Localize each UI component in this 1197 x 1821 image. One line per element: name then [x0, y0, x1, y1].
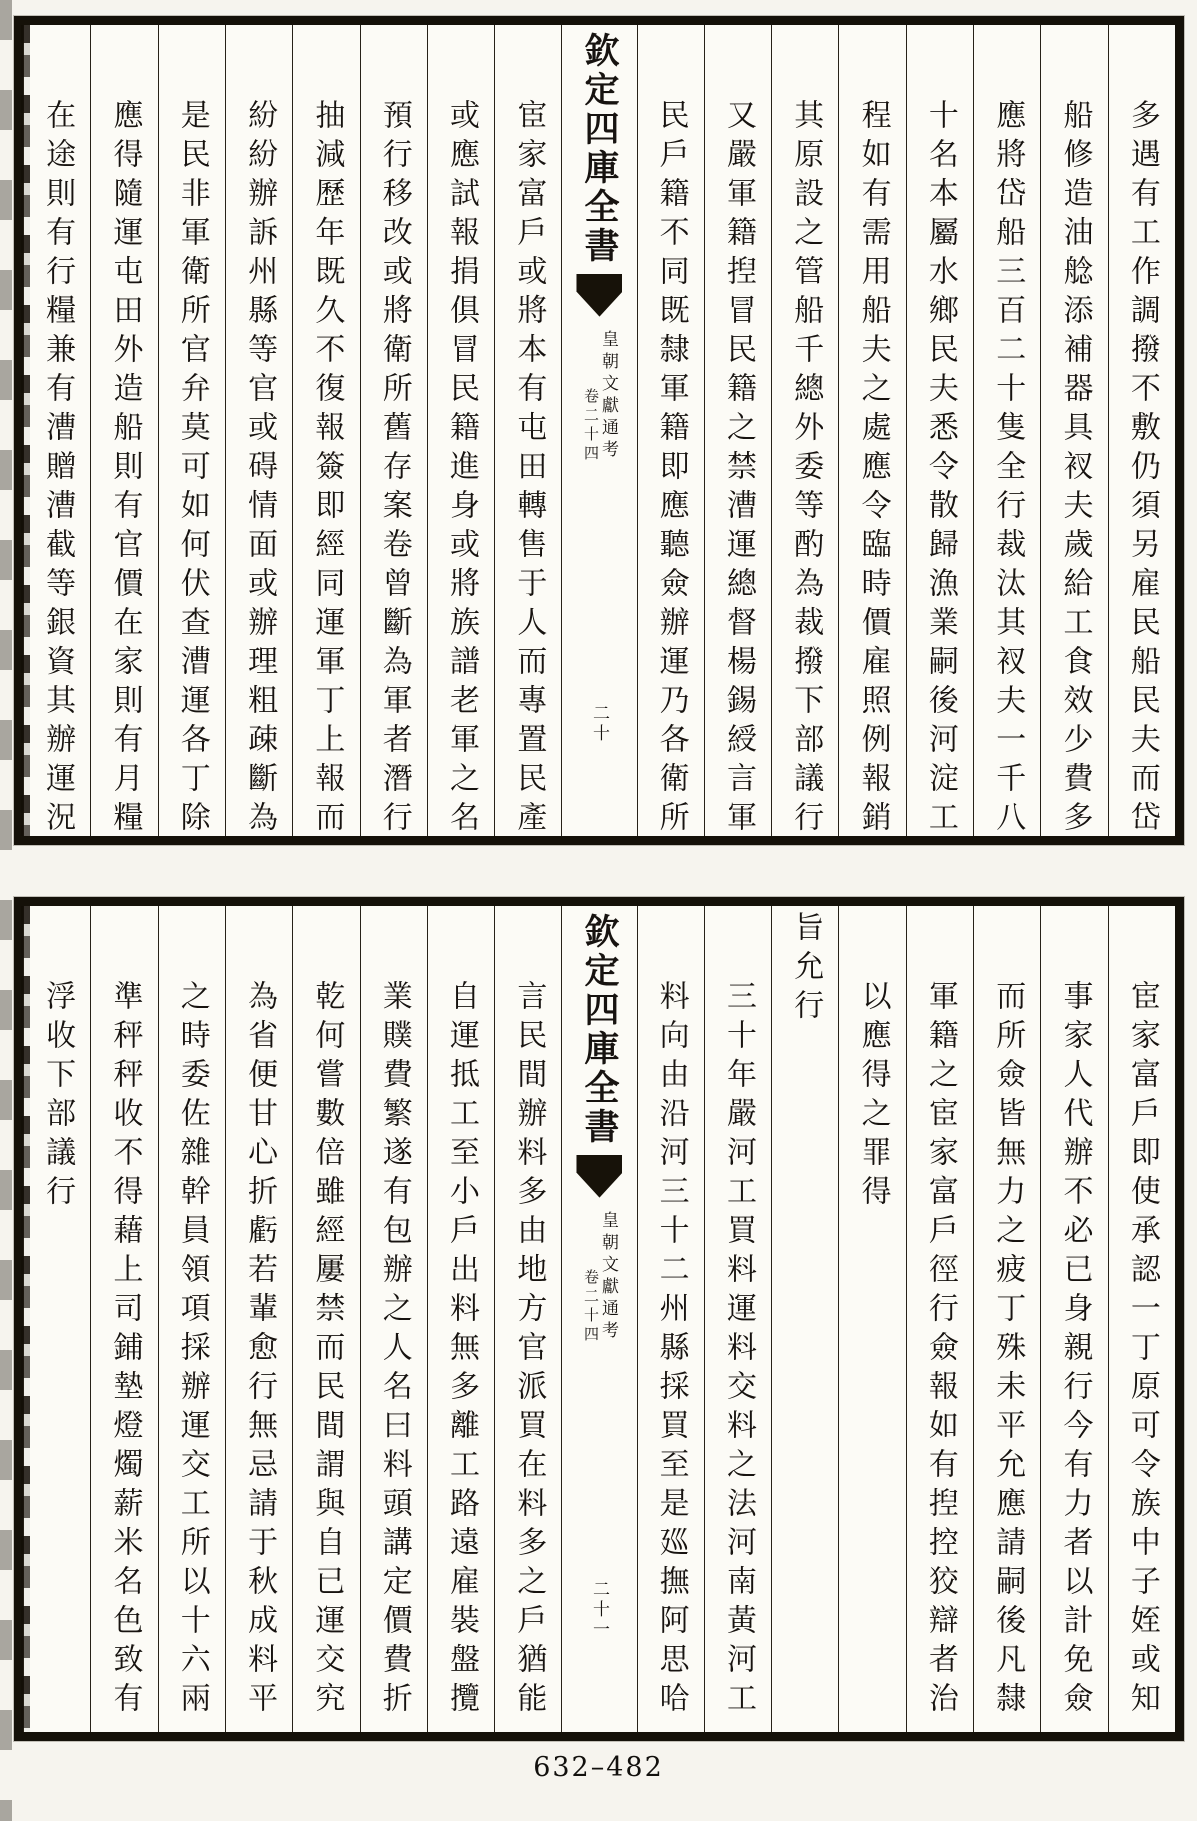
- text-column: [771, 25, 838, 840]
- column-text: 事家人代辦不必已身親行今有力者以計免僉: [1058, 980, 1092, 1721]
- text-column: [637, 25, 704, 840]
- work-chapter-group: [582, 330, 617, 464]
- column-text: 業贌費繁遂有包辦之人名曰料頭講定價費折: [377, 980, 411, 1721]
- series-title: 欽定四庫全書: [579, 913, 619, 1147]
- text-column: [704, 906, 771, 1732]
- work-title: 皇朝文獻通考: [598, 1211, 618, 1343]
- series-title: 欽定四庫全書: [579, 32, 619, 266]
- text-column: [225, 25, 292, 840]
- folio-number: 二十一: [589, 1580, 609, 1640]
- text-column: [23, 906, 90, 1732]
- column-text: 以應得之罪得: [856, 980, 890, 1214]
- column-text: 旨允行: [789, 911, 823, 1028]
- text-column: [973, 906, 1040, 1732]
- column-text: 預行移改或將衛所舊存案卷曾斷為軍者潛行: [377, 99, 411, 840]
- text-column: [906, 25, 973, 840]
- text-column: [90, 25, 157, 840]
- column-text: 程如有需用船夫之處應令臨時價雇照例報銷: [856, 99, 890, 840]
- column-text: 為省便甘心折虧若輩愈行無忌請于秋成料平: [243, 980, 277, 1721]
- center-title-column: [561, 25, 636, 836]
- work-chapter-group: [582, 1211, 617, 1345]
- text-column: [292, 25, 359, 840]
- text-column: [771, 906, 838, 1732]
- work-title: 皇朝文獻通考: [598, 330, 618, 462]
- column-text: 自運抵工至小戶出料無多離工路遠雇裝盤攬: [445, 980, 478, 1721]
- column-group-left: [23, 906, 561, 1732]
- text-column: [427, 906, 494, 1732]
- text-column: [704, 25, 771, 840]
- text-column: [292, 906, 359, 1732]
- column-text: 應得隨運屯田外造船則有官價在家則有月糧: [108, 99, 142, 840]
- page-block-bottom: [14, 897, 1184, 1741]
- page-block-top: [14, 16, 1184, 845]
- column-text: 紛紛辦訴州縣等官或碍情面或辦理粗疎斷為: [243, 99, 277, 840]
- column-text: 在途則有行糧兼有漕贈漕截等銀資其辦運況: [41, 99, 75, 840]
- column-text: 民戶籍不同既隸軍籍即應聽僉辦運乃各衛所: [654, 99, 688, 840]
- column-text: 又嚴軍籍揑冒民籍之禁漕運總督楊錫綬言軍: [721, 99, 755, 840]
- column-text: 三十年嚴河工買料運料交料之法河南黃河工: [721, 980, 755, 1721]
- text-column: [360, 906, 427, 1732]
- text-column: [23, 25, 90, 840]
- text-column: [1108, 25, 1175, 840]
- text-column: [973, 25, 1040, 840]
- text-column: [360, 25, 427, 840]
- center-title-column: [561, 906, 636, 1732]
- text-column: [225, 906, 292, 1732]
- text-column: [158, 906, 225, 1732]
- column-group-left: [23, 25, 561, 840]
- column-text: 而所僉皆無力之疲丁殊未平允應請嗣後凡隸: [991, 980, 1025, 1721]
- column-text: 言民間辦料多由地方官派買在料多之戶猶能: [512, 980, 546, 1721]
- text-column: [1040, 906, 1107, 1732]
- text-column: [906, 906, 973, 1732]
- column-text: 是民非軍衛所官弁莫可如何伏查漕運各丁除: [175, 99, 209, 840]
- column-text: 十名本屬水鄉民夫悉令散歸漁業嗣後河淀工: [923, 99, 957, 840]
- fishtail-icon: [576, 1155, 622, 1199]
- text-column: [637, 906, 704, 1732]
- chapter-number: 卷二十四: [581, 388, 598, 464]
- column-text: 或應試報捐俱冒民籍進身或將族譜老軍之名: [445, 99, 478, 840]
- column-group-right: [637, 25, 1175, 840]
- text-column: [90, 906, 157, 1732]
- text-column: [427, 25, 494, 840]
- column-group-right: [637, 906, 1175, 1732]
- column-text: 軍籍之宦家富戶徑行僉報如有揑控狡辯者治: [923, 980, 957, 1721]
- text-column: [494, 906, 561, 1732]
- text-column: [1108, 906, 1175, 1732]
- plate-number: 632–482: [533, 1752, 664, 1783]
- folio-number: 二十: [589, 704, 609, 744]
- text-column: [494, 25, 561, 840]
- column-text: 應將岱船三百二十隻全行裁汰其衩夫一千八: [991, 99, 1025, 840]
- column-text: 抽減歷年既久不復報簽即經同運軍丁上報而: [310, 99, 344, 840]
- column-text: 浮收下部議行: [41, 980, 75, 1214]
- column-text: 料向由沿河三十二州縣採買至是廵撫阿思哈: [654, 980, 688, 1721]
- column-text: 之時委佐雜幹員領項採辦運交工所以十六兩: [175, 980, 209, 1721]
- column-text: 宦家富戶即使承認一丁原可令族中子姪或知: [1125, 980, 1159, 1721]
- column-text: 其原設之管船千總外委等酌為裁撥下部議行: [789, 99, 823, 840]
- column-text: 船修造油艌添補器具衩夫歲給工食效少費多: [1058, 99, 1092, 840]
- text-column: [1040, 25, 1107, 840]
- text-column: [838, 906, 905, 1732]
- text-column: [838, 25, 905, 840]
- column-text: 多遇有工作調撥不敷仍須另雇民船民夫而岱: [1125, 99, 1159, 840]
- column-text: 準秤秤收不得藉上司鋪墊燈燭薪米名色致有: [108, 980, 142, 1721]
- text-column: [158, 25, 225, 840]
- column-text: 乾何嘗數倍雖經屢禁而民間謂與自已運交究: [310, 980, 344, 1721]
- fishtail-icon: [576, 274, 622, 318]
- chapter-number: 卷二十四: [581, 1269, 598, 1345]
- column-text: 宦家富戶或將本有屯田轉售于人而專置民產: [512, 99, 546, 840]
